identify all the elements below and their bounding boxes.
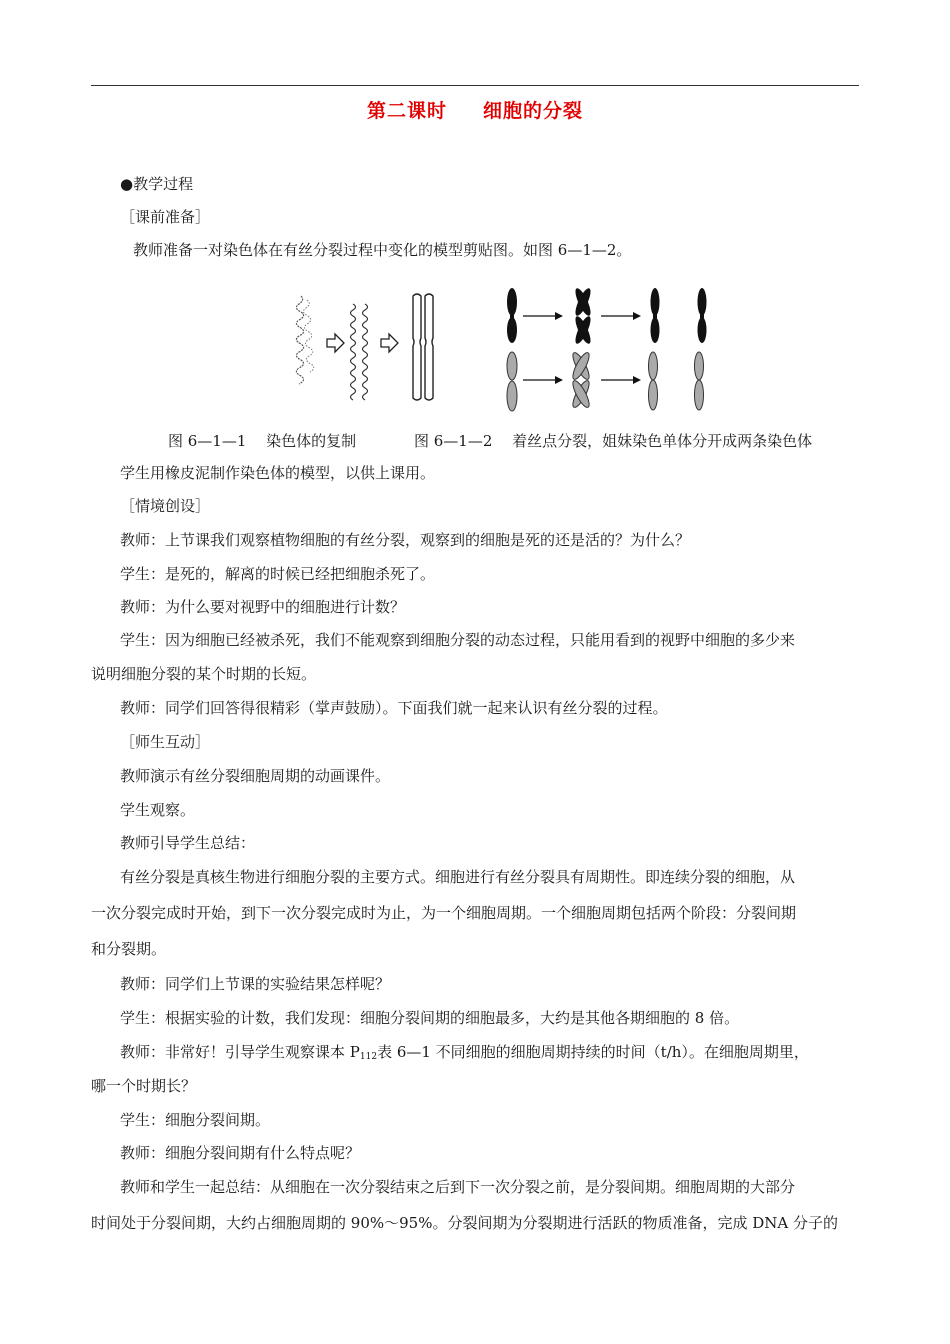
situation-heading: ［情境创设］ bbox=[120, 497, 211, 515]
dialogue-line: 学生：根据实验的计数，我们发现：细胞分裂间期的细胞最多，大约是其他各期细胞的 8 倍。 bbox=[120, 1009, 740, 1027]
dialogue-line: 教师：同学们回答得很精彩（掌声鼓励）。下面我们就一起来认识有丝分裂的过程。 bbox=[120, 699, 668, 717]
dialogue-line: 教师：细胞分裂间期有什么特点呢？ bbox=[120, 1144, 361, 1162]
dialogue-line: 和分裂期。 bbox=[91, 940, 167, 958]
figure-caption-2: 图 6—1—2 着丝点分裂，姐妹染色单体分开成两条染色体 bbox=[414, 432, 813, 450]
dialogue-line: 有丝分裂是真核生物进行细胞分裂的主要方式。细胞进行有丝分裂具有周期性。即连续分裂的细胞，从 bbox=[120, 868, 796, 886]
prep-heading: ［课前准备］ bbox=[120, 208, 211, 226]
dialogue-line: 教师：为什么要对视野中的细胞进行计数？ bbox=[120, 598, 406, 616]
section-heading: ●教学过程 bbox=[120, 175, 194, 193]
arrow-icon bbox=[327, 334, 344, 352]
teacher-note-after: 表 6—1 不同细胞的细胞周期持续的时间（t/h）。在细胞周期里， bbox=[377, 1043, 809, 1061]
dialogue-line: 哪一个时期长？ bbox=[91, 1077, 197, 1095]
dialogue-line: 教师和学生一起总结：从细胞在一次分裂结束之后到下一次分裂之前，是分裂间期。细胞周期的大部分 bbox=[120, 1178, 796, 1196]
chromatin-strand bbox=[296, 296, 313, 384]
header-rule bbox=[91, 85, 859, 86]
page-title bbox=[0, 96, 950, 123]
dialogue-line: 教师引导学生总结： bbox=[120, 834, 256, 852]
dialogue-line: 学生：因为细胞已经被杀死，我们不能观察到细胞分裂的动态过程，只能用看到的视野中细胞的多少来 bbox=[120, 631, 796, 649]
dialogue-line: 教师：同学们上节课的实验结果怎样呢？ bbox=[120, 975, 391, 993]
chromosome-black-row bbox=[507, 287, 707, 346]
replicated-chromosome bbox=[413, 294, 433, 400]
chromosome-gray-row bbox=[507, 351, 704, 411]
title-topic: 细胞的分裂 bbox=[483, 100, 584, 122]
figure-caption-1: 图 6—1—1 染色体的复制 bbox=[168, 432, 357, 450]
teacher-note-before: 教师：非常好！引导学生观察课本 P bbox=[120, 1043, 360, 1061]
dialogue-line: 教师演示有丝分裂细胞周期的动画课件。 bbox=[120, 767, 391, 785]
dialogue-line: 一次分裂完成时开始，到下一次分裂完成时为止，为一个细胞周期。一个细胞周期包括两个阶段：分裂间期 bbox=[91, 904, 797, 922]
page-subscript: 112 bbox=[359, 1052, 378, 1062]
dialogue-line: 学生：是死的，解离的时候已经把细胞杀死了。 bbox=[120, 565, 436, 583]
student-model-text: 学生用橡皮泥制作染色体的模型，以供上课用。 bbox=[120, 464, 436, 482]
title-lesson: 第二课时 bbox=[366, 100, 447, 122]
prep-text: 教师准备一对染色体在有丝分裂过程中变化的模型剪贴图。如图 6—1—2。 bbox=[133, 241, 632, 259]
dialogue-line: 学生：细胞分裂间期。 bbox=[120, 1111, 271, 1129]
chromosome-figure bbox=[285, 282, 725, 422]
dialogue-line: 教师：上节课我们观察植物细胞的有丝分裂，观察到的细胞是死的还是活的？为什么？ bbox=[120, 531, 691, 549]
teacher-note bbox=[120, 1042, 890, 1067]
dialogue-line: 学生观察。 bbox=[120, 801, 196, 819]
arrow-icon bbox=[381, 334, 398, 352]
replicating-chromatin bbox=[351, 304, 368, 400]
dialogue-line: 时间处于分裂间期，大约占细胞周期的 90%～95%。分裂间期为分裂期进行活跃的物质准备，完成 DNA 分子的 bbox=[91, 1214, 838, 1232]
interaction-heading: ［师生互动］ bbox=[120, 733, 211, 751]
dialogue-line: 说明细胞分裂的某个时期的长短。 bbox=[91, 665, 317, 683]
